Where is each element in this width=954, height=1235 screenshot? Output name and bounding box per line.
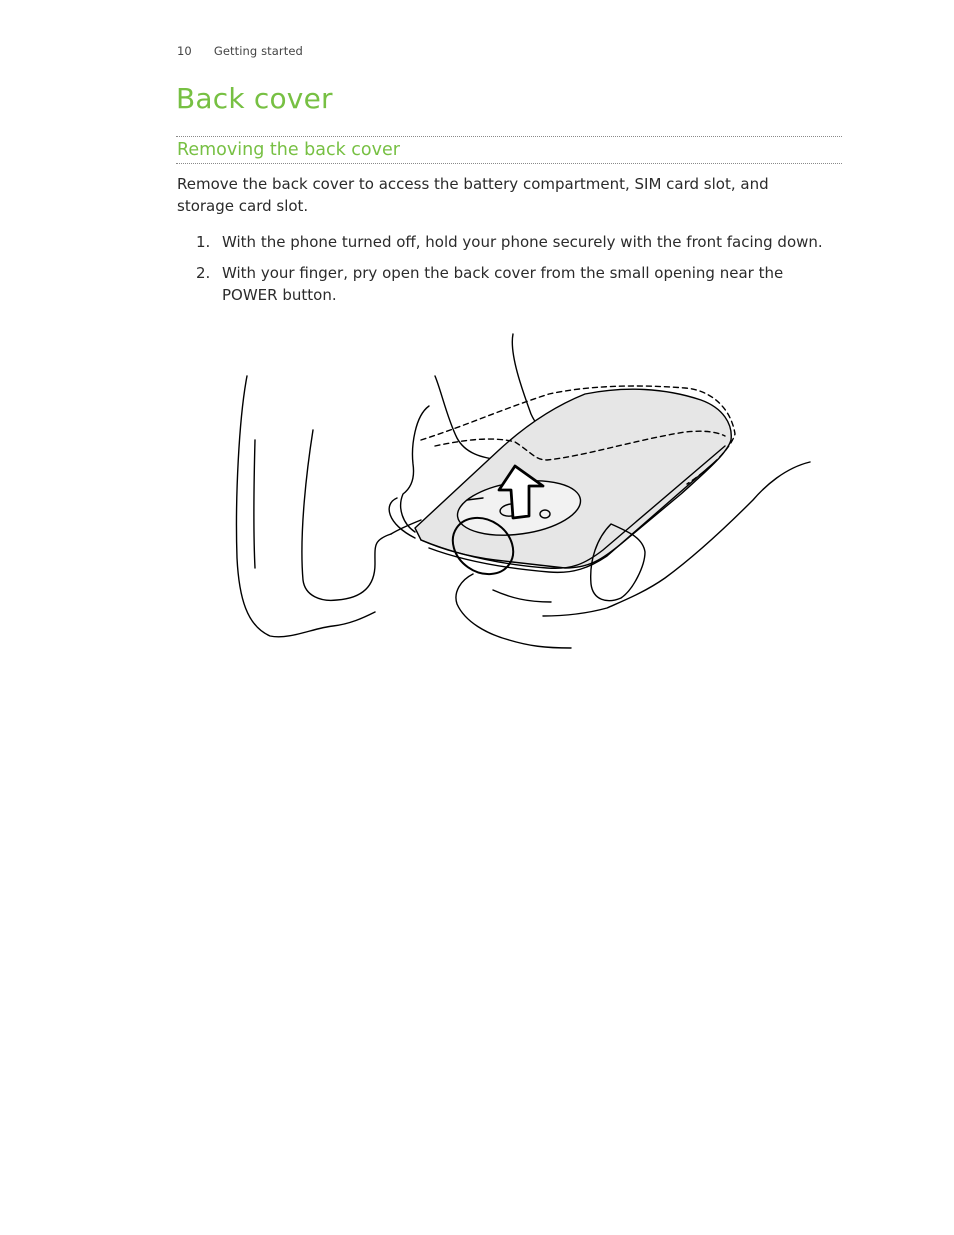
ring-finger <box>389 498 415 538</box>
chapter-name: Getting started <box>213 44 303 58</box>
section-title: Removing the back cover <box>177 140 400 160</box>
steps-list <box>177 231 847 315</box>
running-header <box>177 44 303 58</box>
page-title: Back cover <box>176 82 333 115</box>
step-number: 1. <box>196 233 211 251</box>
right-palm-lower <box>456 574 571 648</box>
left-finger-line <box>302 430 391 600</box>
right-finger-crease <box>493 590 551 602</box>
page-number: 10 <box>177 44 192 58</box>
step-number: 2. <box>196 264 211 282</box>
section-rule-top <box>176 136 842 137</box>
list-item <box>177 262 847 306</box>
left-hand-outline <box>236 376 375 637</box>
middle-finger <box>401 406 429 532</box>
step-text: With your finger, pry open the back cover from the small opening near the POWER button. <box>222 264 784 304</box>
step-text: With the phone turned off, hold your phone securely with the front facing down. <box>222 233 823 251</box>
section-rule-bottom <box>176 163 842 164</box>
list-item <box>177 231 847 253</box>
phone-body <box>415 389 731 568</box>
intro-paragraph: Remove the back cover to access the battery compartment, SIM card slot, and storage card slot. <box>177 175 769 215</box>
remove-back-cover-illustration <box>225 328 820 653</box>
left-thumb-line <box>254 440 255 568</box>
